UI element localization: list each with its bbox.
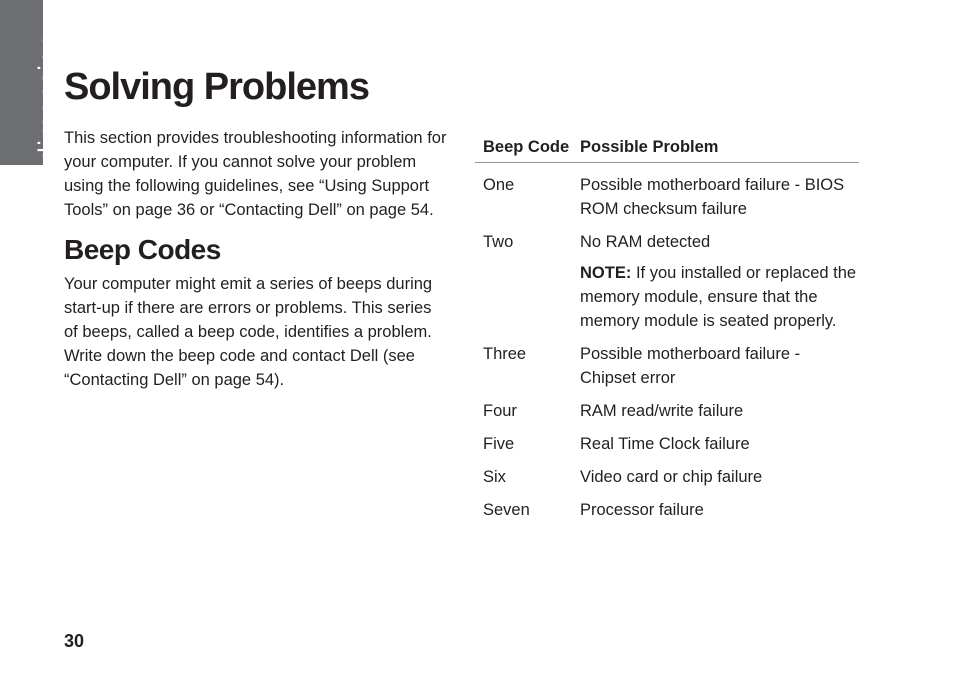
header-possible-problem: Possible Problem xyxy=(580,138,719,156)
table-row xyxy=(475,342,859,390)
side-tab-label: dimension xyxy=(34,33,62,162)
note xyxy=(580,261,859,333)
intro-paragraph: This section provides troubleshooting information for your computer. If you cannot solve your problem using the following guidelines, see “Using Support Tools” on page 36 or “Contacting Dell” on page 54. xyxy=(64,129,447,219)
table-row xyxy=(475,465,859,489)
table-row xyxy=(475,432,859,456)
problem-cell: RAM read/write failure xyxy=(580,402,744,420)
beep-code-cell: Seven xyxy=(483,501,530,519)
beep-code-cell: Two xyxy=(483,233,514,251)
beep-code-cell: Three xyxy=(483,345,527,363)
beep-codes-paragraph: Your computer might emit a series of beeps during start-up if there are errors or problems. This series of beeps, called a beep code, identifies a problem. Write down the beep code and contact Dell (see “Contacting Dell” on page 54). xyxy=(64,275,433,389)
problem-cell: Processor failure xyxy=(580,501,704,519)
table-header xyxy=(475,136,859,163)
table-row xyxy=(475,230,859,333)
note-label: NOTE: xyxy=(580,264,632,282)
table-row xyxy=(475,498,859,522)
section-heading-beep-codes: Beep Codes xyxy=(64,234,221,265)
beep-code-cell: One xyxy=(483,176,515,194)
beep-code-cell: Five xyxy=(483,435,515,453)
header-beep-code: Beep Code xyxy=(483,138,570,156)
problem-cell: Possible motherboard failure - BIOS ROM checksum failure xyxy=(580,176,845,218)
beep-code-cell: Six xyxy=(483,468,506,486)
note-text: If you installed or replaced the memory module, ensure that the memory module is seated properly. xyxy=(580,264,857,330)
problem-cell: Real Time Clock failure xyxy=(580,435,750,453)
problem-cell xyxy=(580,230,859,333)
table-row xyxy=(475,173,859,221)
problem-cell: Possible motherboard failure - Chipset error xyxy=(580,345,801,387)
side-tab xyxy=(0,0,62,165)
beep-code-table xyxy=(475,136,859,522)
page-title: Solving Problems xyxy=(64,66,369,108)
left-column xyxy=(64,126,449,392)
problem-text: No RAM detected xyxy=(580,233,711,251)
table-row xyxy=(475,399,859,423)
beep-code-cell: Four xyxy=(483,402,517,420)
page-number: 30 xyxy=(64,631,85,651)
problem-cell: Video card or chip failure xyxy=(580,468,763,486)
